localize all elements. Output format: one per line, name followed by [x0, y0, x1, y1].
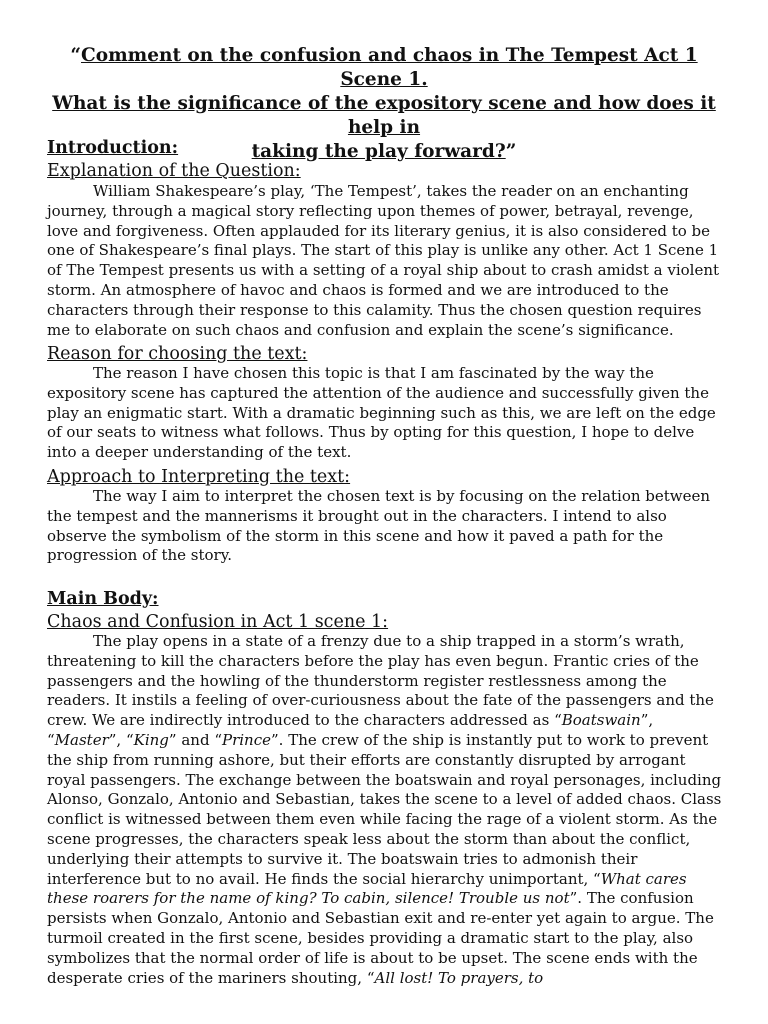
title-line-2: What is the significance of the expository scene and how does it help in: [52, 93, 716, 138]
mariners-quote: All lost! To prayers, to: [374, 968, 544, 987]
explanation-paragraph: William Shakespeare’s play, ‘The Tempest’, takes the reader on an enchanting journey, through a magical story reflecting upon themes of power, betrayal, revenge, love and forgiveness. Often applauded for its literary genius, it is also considered to be one of Shakespeare’s final plays. The start of this play is unlike any other. Act 1 Scene 1 of The Tempest presents us with a setting of a royal ship about to crash amidst a violent storm. An atmosphere of havoc and chaos is formed and we are introduced to the characters through their response to this calamity. Thus the chosen question requires me to elaborate on such chaos and confusion and explain the scene’s significance.: [47, 182, 720, 339]
boatswain-term: Boatswain: [561, 711, 641, 730]
title-line-3: taking the play forward?: [251, 141, 506, 162]
introduction-heading: Introduction:: [47, 138, 179, 158]
boatswain-quote: What cares these roarers for the name of king? To cabin, silence! Trouble us not: [47, 869, 687, 908]
chaos-text-part-1: The play opens in a state of a frenzy due to a ship trapped in a storm’s wrath, threatening to kill the characters before the play has even begun. Frantic cries of the passengers and the howling of the thunderstorm register restlessness among the readers. It instils a feeling of over-curiousness about the fate of the passengers and the crew. We are indirectly introduced to the characters addressed as “: [47, 632, 714, 730]
chaos-text-part-2: ”. The crew of the ship is instantly put to work to prevent the ship from running ashore, but their efforts are constantly disrupted by arrogant royal passengers. The exchange between the boatswain and royal personages, including Alonso, Gonzalo, Antonio and Sebastian, takes the scene to a level of added chaos. Class conflict is witnessed between them even while facing the rage of a violent storm. As the scene progresses, the characters speak less about the storm than about the conflict, underlying their attempts to survive it. The boatswain tries to admonish their interference but to no avail. He finds the social hierarchy unimportant, “: [47, 730, 722, 888]
master-term: Master: [54, 730, 109, 749]
title-open-quote: “: [70, 45, 82, 66]
separator-1: ”, “: [47, 711, 654, 749]
chaos-heading: Chaos and Confusion in Act 1 scene 1:: [47, 612, 389, 632]
explanation-heading: Explanation of the Question:: [47, 161, 301, 181]
chaos-text-part-3: ”. The confusion persists when Gonzalo, Antonio and Sebastian exit and re-enter yet again to argue. The turmoil created in the first scene, besides providing a dramatic start to the play, also symbolizes that the normal order of life is about to be upset. The scene ends with the desperate cries of the mariners shouting, “: [47, 889, 714, 987]
title-line-1: Comment on the confusion and chaos in The Tempest Act 1 Scene 1.: [81, 45, 698, 90]
reason-paragraph: The reason I have chosen this topic is that I am fascinated by the way the expository scene has captured the attention of the audience and successfully given the play an enigmatic start. With a dramatic beginning such as this, we are left on the edge of our seats to witness what follows. Thus by opting for this question, I hope to delve into a deeper understanding of the text.: [47, 364, 716, 462]
separator-2: ”, “: [108, 730, 134, 749]
chaos-paragraph: [47, 632, 725, 988]
king-term: King: [133, 730, 169, 749]
reason-heading: Reason for choosing the text:: [47, 344, 308, 364]
prince-term: Prince: [222, 730, 271, 749]
approach-paragraph: The way I aim to interpret the chosen text is by focusing on the relation between the tempest and the mannerisms it brought out in the characters. I intend to also observe the symbolism of the storm in this scene and how it paved a path for the progression of the story.: [47, 487, 711, 565]
separator-3: ” and “: [168, 730, 222, 749]
approach-heading: Approach to Interpreting the text:: [47, 467, 351, 487]
title-close-quote: ”: [505, 141, 517, 162]
main-body-heading: Main Body:: [47, 589, 159, 609]
